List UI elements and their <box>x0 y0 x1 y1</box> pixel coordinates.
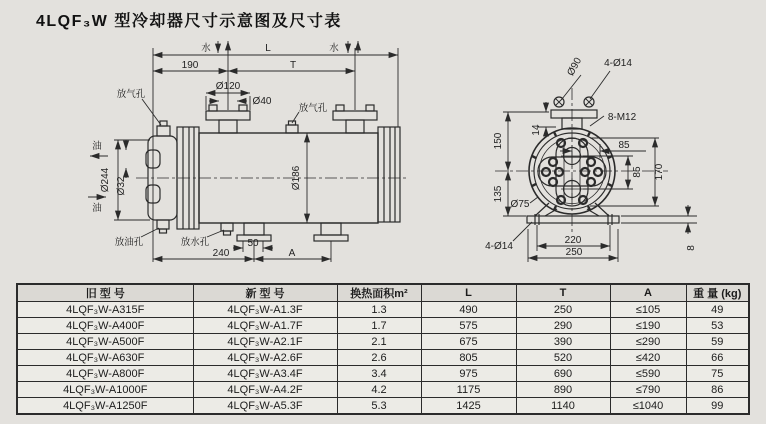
dim-label-135: 135 <box>493 185 504 203</box>
col-header-t: T <box>516 284 610 302</box>
side-view-drawing <box>136 105 408 241</box>
dim-label-a: A <box>288 248 296 259</box>
oil-drain-fitting <box>157 220 169 233</box>
water-in-label: 水 <box>201 43 211 54</box>
dim-label-d75: Ø75 <box>510 199 530 210</box>
side-view-labels <box>92 42 339 259</box>
dim-label-8: 8 <box>686 245 697 251</box>
dim-label-170: 170 <box>654 163 665 181</box>
page-title: 4LQF₃W 型冷却器尺寸示意图及尺寸表 <box>36 13 342 30</box>
cell-old-model: 4LQF₃W-A400F <box>17 318 193 334</box>
dim-label-l: L <box>265 43 271 54</box>
cell-l: 1425 <box>421 398 516 415</box>
cell-new-model: 4LQF₃W-A2.1F <box>193 334 337 350</box>
air-vent-label-left: 放气孔 <box>116 89 146 100</box>
col-header-a: A <box>610 284 686 302</box>
table-header-row <box>17 284 749 302</box>
cell-new-model: 4LQF₃W-A4.2F <box>193 382 337 398</box>
dim-label-t: T <box>289 60 297 71</box>
table-row <box>17 302 749 318</box>
cell-t: 250 <box>516 302 610 318</box>
cell-l: 675 <box>421 334 516 350</box>
cell-a: ≤190 <box>610 318 686 334</box>
cell-a: ≤1040 <box>610 398 686 415</box>
cell-area: 5.3 <box>337 398 421 415</box>
end-view-dimensions <box>503 71 697 262</box>
dim-label-d40: Ø40 <box>252 96 272 107</box>
cell-a: ≤290 <box>610 334 686 350</box>
side-view-dimensions <box>88 41 398 262</box>
dim-label-220: 220 <box>564 235 582 246</box>
cell-t: 520 <box>516 350 610 366</box>
dim-label-d186: Ø186 <box>291 165 302 191</box>
cell-l: 805 <box>421 350 516 366</box>
cell-weight: 99 <box>686 398 749 415</box>
cell-new-model: 4LQF₃W-A1.3F <box>193 302 337 318</box>
cell-a: ≤420 <box>610 350 686 366</box>
cell-weight: 53 <box>686 318 749 334</box>
dim-label-50: 50 <box>247 238 259 249</box>
mounting-foot-right <box>314 223 348 241</box>
dim-label-14: 14 <box>531 124 542 136</box>
cell-area: 2.1 <box>337 334 421 350</box>
dim-label-d120: Ø120 <box>215 81 241 92</box>
col-header-new-model: 新 型 号 <box>193 284 337 302</box>
cell-old-model: 4LQF₃W-A500F <box>17 334 193 350</box>
cell-weight: 49 <box>686 302 749 318</box>
cell-t: 390 <box>516 334 610 350</box>
dim-label-d32: Ø32 <box>116 176 127 196</box>
cell-l: 1175 <box>421 382 516 398</box>
col-header-old-model: 旧 型 号 <box>17 284 193 302</box>
cell-area: 2.6 <box>337 350 421 366</box>
cell-new-model: 4LQF₃W-A1.7F <box>193 318 337 334</box>
dim-label-4d14-bottom: 4-Ø14 <box>485 241 513 252</box>
table-row <box>17 382 749 398</box>
cell-t: 290 <box>516 318 610 334</box>
col-header-weight: 重 量 (kg) <box>686 284 749 302</box>
cell-t: 890 <box>516 382 610 398</box>
cell-l: 490 <box>421 302 516 318</box>
table-row <box>17 334 749 350</box>
cell-l: 575 <box>421 318 516 334</box>
dim-label-85-top: 85 <box>618 140 630 151</box>
cell-area: 1.3 <box>337 302 421 318</box>
cell-new-model: 4LQF₃W-A3.4F <box>193 366 337 382</box>
air-vent-label-right: 放气孔 <box>298 103 328 114</box>
dim-label-4d14-top: 4-Ø14 <box>604 58 632 69</box>
cell-weight: 86 <box>686 382 749 398</box>
table-row <box>17 366 749 382</box>
dim-label-d244: Ø244 <box>100 167 111 193</box>
oil-label-bottom: 油 <box>92 203 102 214</box>
dim-label-8m12: 8-M12 <box>607 112 637 123</box>
dimension-table <box>16 283 750 415</box>
table-row <box>17 350 749 366</box>
cell-t: 1140 <box>516 398 610 415</box>
cell-new-model: 4LQF₃W-A2.6F <box>193 350 337 366</box>
cell-a: ≤105 <box>610 302 686 318</box>
dim-label-150: 150 <box>493 132 504 150</box>
cell-a: ≤590 <box>610 366 686 382</box>
table-row <box>17 398 749 415</box>
oil-drain-label: 放油孔 <box>114 237 144 248</box>
cell-weight: 66 <box>686 350 749 366</box>
col-header-area: 换热面积m² <box>337 284 421 302</box>
cell-old-model: 4LQF₃W-A630F <box>17 350 193 366</box>
right-flange <box>378 127 400 222</box>
dim-label-d90: Ø90 <box>565 55 585 78</box>
water-out-label: 水 <box>329 43 339 54</box>
top-flange <box>551 97 597 129</box>
water-drain-fitting <box>221 223 233 235</box>
col-header-l: L <box>421 284 516 302</box>
cell-l: 975 <box>421 366 516 382</box>
cell-weight: 59 <box>686 334 749 350</box>
end-view-drawing <box>495 88 668 232</box>
air-vent-left <box>157 121 170 136</box>
dim-label-85-right: 85 <box>632 166 643 178</box>
cell-old-model: 4LQF₃W-A315F <box>17 302 193 318</box>
cell-area: 4.2 <box>337 382 421 398</box>
dim-label-250: 250 <box>565 247 583 258</box>
dim-label-240: 240 <box>212 248 230 259</box>
oil-label-top: 油 <box>92 141 102 152</box>
dim-label-190: 190 <box>181 60 199 71</box>
cell-new-model: 4LQF₃W-A5.3F <box>193 398 337 415</box>
water-drain-label: 放水孔 <box>180 237 210 248</box>
cell-old-model: 4LQF₃W-A1000F <box>17 382 193 398</box>
cell-area: 1.7 <box>337 318 421 334</box>
cell-old-model: 4LQF₃W-A1250F <box>17 398 193 415</box>
cell-t: 690 <box>516 366 610 382</box>
cell-old-model: 4LQF₃W-A800F <box>17 366 193 382</box>
cell-area: 3.4 <box>337 366 421 382</box>
cell-weight: 75 <box>686 366 749 382</box>
cell-a: ≤790 <box>610 382 686 398</box>
table-row <box>17 318 749 334</box>
